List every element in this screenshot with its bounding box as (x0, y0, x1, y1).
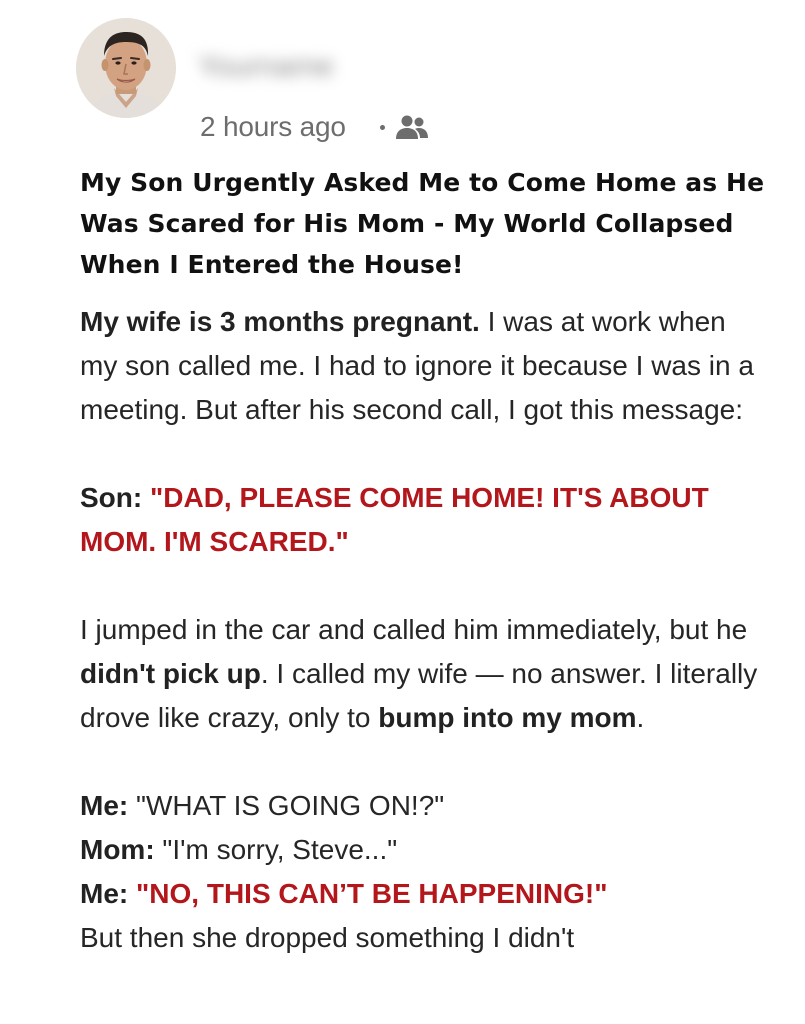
author-name[interactable]: Yourname (198, 50, 334, 83)
friends-icon[interactable] (395, 112, 429, 142)
speaker-label: Me: (80, 790, 129, 821)
drive-text-2: . I called my wife — no answer. I literally drove like crazy, only to (80, 658, 758, 733)
post-timestamp[interactable]: 2 hours ago (200, 111, 346, 142)
drive-bold-2: bump into my mom (378, 702, 637, 733)
dialogue-line (80, 784, 770, 828)
profile-photo-icon (76, 18, 176, 118)
dialogue-text: "I'm sorry, Steve..." (154, 834, 398, 865)
dialogue-text: "WHAT IS GOING ON!?" (128, 790, 445, 821)
paragraph-drive (80, 608, 770, 740)
post-body (80, 300, 770, 960)
speaker-label: Me: (80, 878, 129, 909)
speaker-label: Son: (80, 482, 143, 513)
drive-text-1: I jumped in the car and called him immediately, but he (80, 614, 748, 645)
intro-lead: My wife is 3 months pregnant. (80, 306, 480, 337)
son-message (80, 476, 770, 564)
author-avatar[interactable] (76, 18, 176, 118)
speaker-label: Mom: (80, 834, 155, 865)
drive-bold-1: didn't pick up (80, 658, 261, 689)
message-text: "DAD, PLEASE COME HOME! IT'S ABOUT MOM. I'M SCARED." (80, 482, 709, 557)
separator-dot (380, 125, 385, 130)
intro-rest: I was at work when my son called me. I had to ignore it because I was in a meeting. But after his second call, I got this message: (80, 306, 754, 425)
dialogue-text: "NO, THIS CAN’T BE HAPPENING!" (128, 878, 608, 909)
trailing-text: But then she dropped something I didn't (80, 922, 575, 953)
post-meta (200, 108, 429, 146)
drive-text-3: . (636, 702, 645, 733)
dialogue-line (80, 872, 770, 916)
post-headline[interactable]: My Son Urgently Asked Me to Come Home as He Was Scared for His Mom - My World Collapsed When I Entered the House! (80, 168, 765, 279)
dialogue-line (80, 828, 770, 872)
paragraph-intro (80, 300, 770, 432)
